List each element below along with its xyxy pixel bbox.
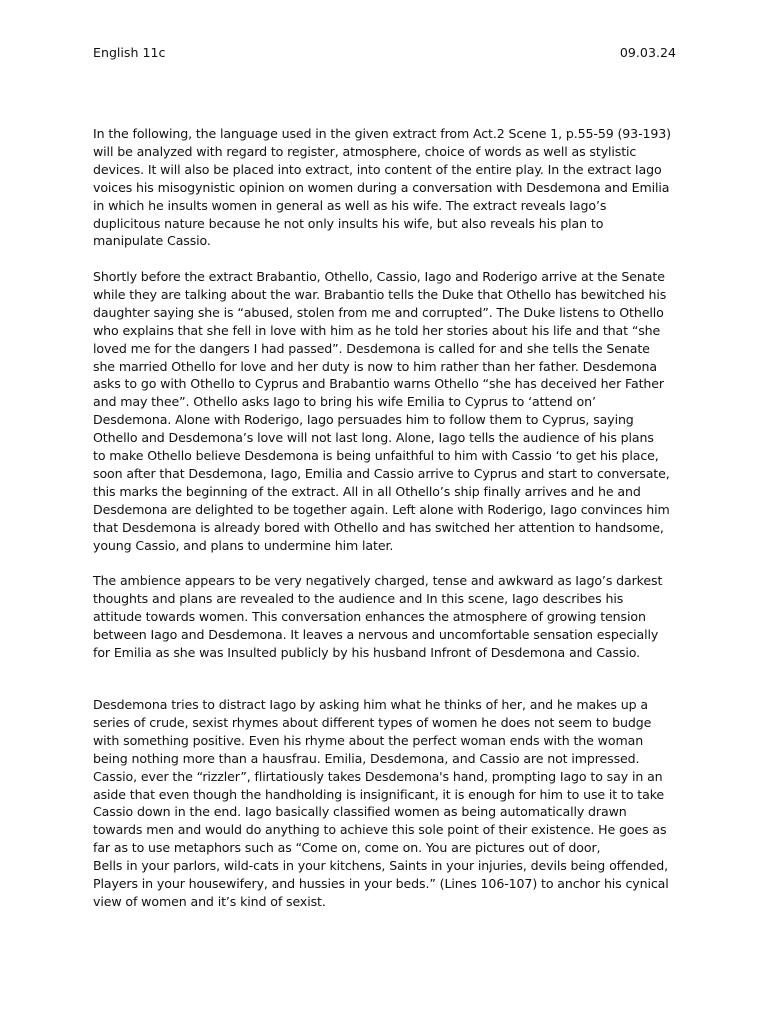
paragraph-introduction [93,125,677,250]
text-line: Shortly before the extract Brabantio, Othello, Cassio, Iago and Roderigo arrive at the Senate [93,269,665,284]
text-line: between Iago and Desdemona. It leaves a nervous and uncomfortable sensation especially [93,626,659,642]
text-line: devices. It will also be placed into extract, into content of the entire play. In the extract Iago [93,161,662,177]
text-line: soon after that Desdemona, Iago, Emilia and Cassio arrive to Cyprus and start to conversate, [93,465,670,481]
text-line: Bells in your parlors, wild-cats in your kitchens, Saints in your injuries, devils being offended, [93,858,669,874]
text-line: while they are talking about the war. Brabantio tells the Duke that Othello has bewitched his [93,286,667,302]
text-line: that Desdemona is already bored with Othello and has switched her attention to handsome, [93,519,664,535]
text-line: will be analyzed with regard to register, atmosphere, choice of words as well as stylistic [93,143,637,159]
page-header [93,44,676,62]
text-line: manipulate Cassio. [93,233,211,249]
text-line: far as to use metaphors such as “Come on, come on. You are pictures out of door, [93,840,601,856]
text-line: series of crude, sexist rhymes about different types of women he does not seem to budge [93,714,652,730]
paragraph-context [93,268,677,555]
text-line: Desdemona are delighted to be together again. Left alone with Roderigo, Iago convinces him [93,501,670,517]
text-line: in which he insults women in general as well as his wife. The extract reveals Iago’s [93,197,607,213]
paragraph-atmosphere [93,572,677,662]
text-line: asks to go with Othello to Cyprus and Brabantio warns Othello “she has deceived her Father [93,376,664,392]
date-label: 09.03.24 [619,45,676,60]
text-line: In the following, the language used in the given extract from Act.2 Scene 1, p.55-59 (93-193) [93,126,671,141]
text-line: to make Othello believe Desdemona is being unfaithful to him with Cassio ‘to get his place, [93,448,659,464]
text-line: Desdemona tries to distract Iago by asking him what he thinks of her, and he makes up a [93,697,648,712]
text-line: duplicitous nature because he not only insults his wife, but also reveals his plan to [93,215,604,231]
text-line: Othello and Desdemona’s love will not last long. Alone, Iago tells the audience of his plans [93,430,654,446]
text-line: aside that even though the handholding is insignificant, it is enough for him to use it to take [93,786,665,802]
text-line: Cassio, ever the “rizzler”, flirtatiously takes Desdemona's hand, prompting Iago to say in an [93,768,663,784]
text-line: this marks the beginning of the extract. All in all Othello’s ship finally arrives and he and [93,483,641,499]
text-line: with something positive. Even his rhyme about the perfect woman ends with the woman [93,732,644,748]
paragraph-analysis [93,696,677,911]
text-line: being nothing more than a hausfrau. Emilia, Desdemona, and Cassio are not impressed. [93,750,640,766]
text-line: young Cassio, and plans to undermine him later. [93,537,394,553]
text-line: who explains that she fell in love with him as he told her stories about his life and that “she [93,322,661,338]
text-line: she married Othello for love and her duty is now to him rather than her father. Desdemona [93,358,657,374]
text-line: Players in your housewifery, and hussies in your beds.” (Lines 106-107) to anchor his cynical [93,876,669,892]
text-line: voices his misogynistic opinion on women during a conversation with Desdemona and Emilia [93,179,670,195]
text-line: Cassio down in the end. Iago basically classified women as being automatically drawn [93,804,627,820]
text-line: for Emilia as she was Insulted publicly by his husband Infront of Desdemona and Cassio. [93,644,640,660]
text-line: attitude towards women. This conversation enhances the atmosphere of growing tension [93,608,646,624]
text-line: Desdemona. Alone with Roderigo, Iago persuades him to follow them to Cyprus, saying [93,412,634,428]
text-line: view of women and it’s kind of sexist. [93,893,326,909]
course-label: English 11c [93,45,166,60]
text-line: loved me for the dangers I had passed”. Desdemona is called for and she tells the Senate [93,340,650,356]
text-line: thoughts and plans are revealed to the audience and In this scene, Iago describes his [93,590,624,606]
text-line: The ambience appears to be very negatively charged, tense and awkward as Iago’s darkest [93,573,663,588]
text-line: daughter saying she is “abused, stolen from me and corrupted”. The Duke listens to Othello [93,304,664,320]
text-line: towards men and would do anything to achieve this sole point of their existence. He goes as [93,822,667,838]
text-line: and may thee”. Othello asks Iago to bring his wife Emilia to Cyprus to ‘attend on’ [93,394,596,410]
